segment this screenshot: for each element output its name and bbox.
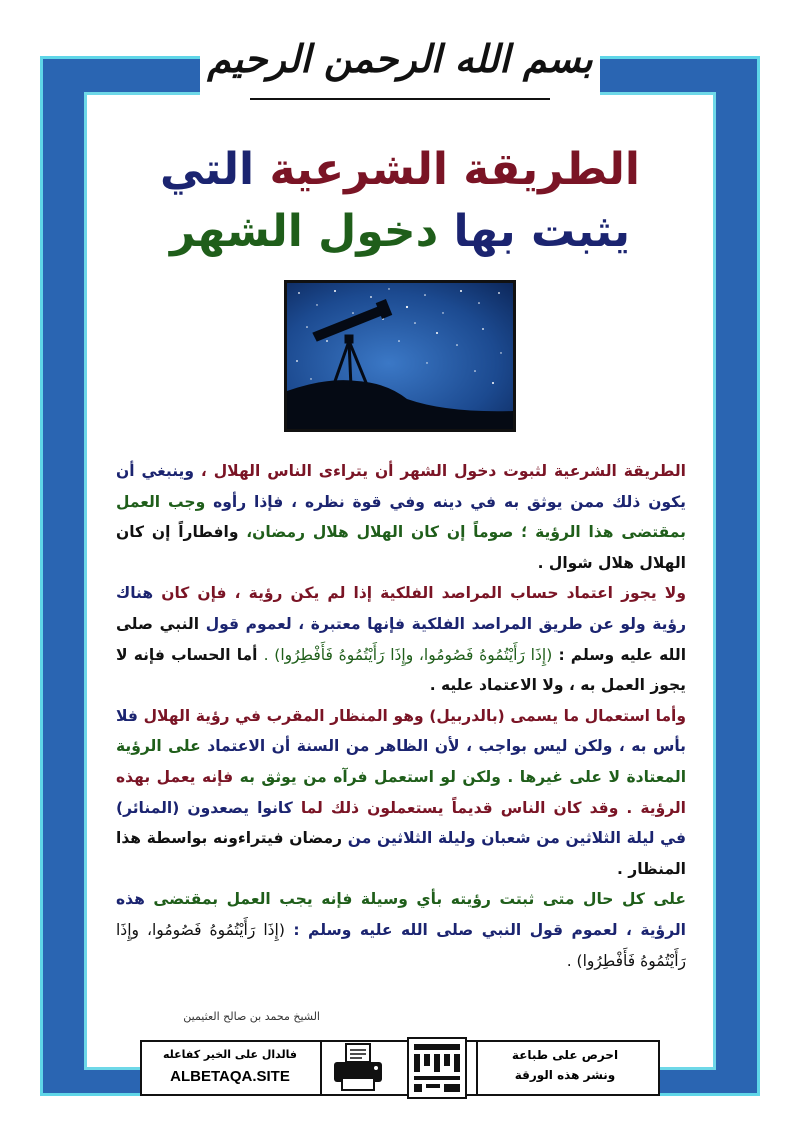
p1-line-c: وجب العمل بمقتضى هذا الرؤية ؛ صوماً إن كان الهلال هلال رمضان، [116,492,686,542]
p1-line-b: وينبغي أن يكون ذلك ممن يوثق به في دينه وفي قوة نظره ، فإذا رأوه [116,462,686,511]
paragraph-4 [116,884,686,976]
p4-line-b: هذه الرؤية ، لعموم قول النبي صلى الله عليه وسلم : [116,890,686,939]
title-part-1: الطريقة الشرعية [269,144,640,195]
p4-hadith: (إِذَا رَأَيْتُمُوهُ فَصُومُوا، وإِذَا رَأَيْتُمُوهُ فَأَفْطِرُوا) . [116,920,686,970]
paragraph-1 [116,456,686,578]
footer-site-link[interactable]: ALBETAQA.SITE [170,1068,290,1085]
telescope-photo [284,280,516,432]
p2-line-b: هناك رؤية ولو عن طريق المراصد الفلكية فإنها معتبرة ، لعموم قول [116,584,686,633]
telescope-night-sky-icon [287,283,513,429]
author-signature: الشيخ محمد بن صالح العثيمين [183,1010,320,1023]
title-part-2: التي [160,144,255,195]
dawa-logo [406,1036,468,1100]
p3-line-a: وأما استعمال ما يسمى (بالدربيل) وهو المنظار المقرب في رؤية الهلال [143,706,686,725]
footer-divider [320,1042,322,1094]
footer-cta-line-1: احرص على طباعة [511,1048,619,1062]
basmala-calligraphy: بسم الله الرحمن الرحيم [207,36,593,81]
basmala-underline [250,98,550,100]
p3-line-f: رمضان فيتراءونه بواسطة هذا المنظار . [116,829,686,878]
title-line-2 [100,204,700,260]
p4-line-a: على كل حال متى ثبتت رؤيته بأي وسيلة فإنه يجب العمل بمقتضى [153,890,686,909]
title-part-4: دخول الشهر [170,206,439,257]
p3-line-b: فلا بأس به ، ولكن ليس بواجب ، لأن الظاهر من السنة أن الاعتماد [116,706,686,756]
p3-line-d: فإنه يعمل بهذه الرؤية . وقد كان الناس قديماً يستعملون ذلك لما [116,767,686,817]
title-line-1 [100,142,700,198]
paragraph-2 [116,578,686,700]
p2-line-e: أما الحساب فإنه لا يجوز العمل به ، ولا الاعتماد عليه . [116,645,686,695]
p2-line-a: ولا يجوز اعتماد حساب المراصد الفلكية إذا لم يكن رؤية ، فإن كان [161,584,686,603]
p3-line-c: على الرؤية المعتادة لا على غيرها . ولكن لو استعمل فرآه من يوثق به [116,737,687,786]
printer-icon [330,1042,386,1094]
p1-line-a: الطريقة الشرعية لثبوت دخول الشهر أن يتراءى الناس الهلال ، [200,462,686,480]
article-body [116,456,686,976]
p2-hadith: (إِذَا رَأَيْتُمُوهُ فَصُومُوا، وإِذَا رَأَيْتُمُوهُ فَأَفْطِرُوا) . [263,645,553,664]
paragraph-3 [116,701,686,885]
footer-cta-line-2: ونشر هذه الورقة [514,1068,616,1082]
footer-slogan: فالدال على الخير كفاعله [162,1048,298,1061]
p2-line-c: النبي صلى الله عليه وسلم : [116,614,687,664]
title-part-3: يثبت بها [453,206,630,257]
p3-line-e: كانوا يصعدون (المنائر) في ليلة الثلاثين من شعبان وليلة الثلاثين من [116,798,686,848]
p1-line-d: وافطاراً إن كان الهلال هلال شوال . [116,523,686,572]
footer-divider [476,1042,478,1094]
